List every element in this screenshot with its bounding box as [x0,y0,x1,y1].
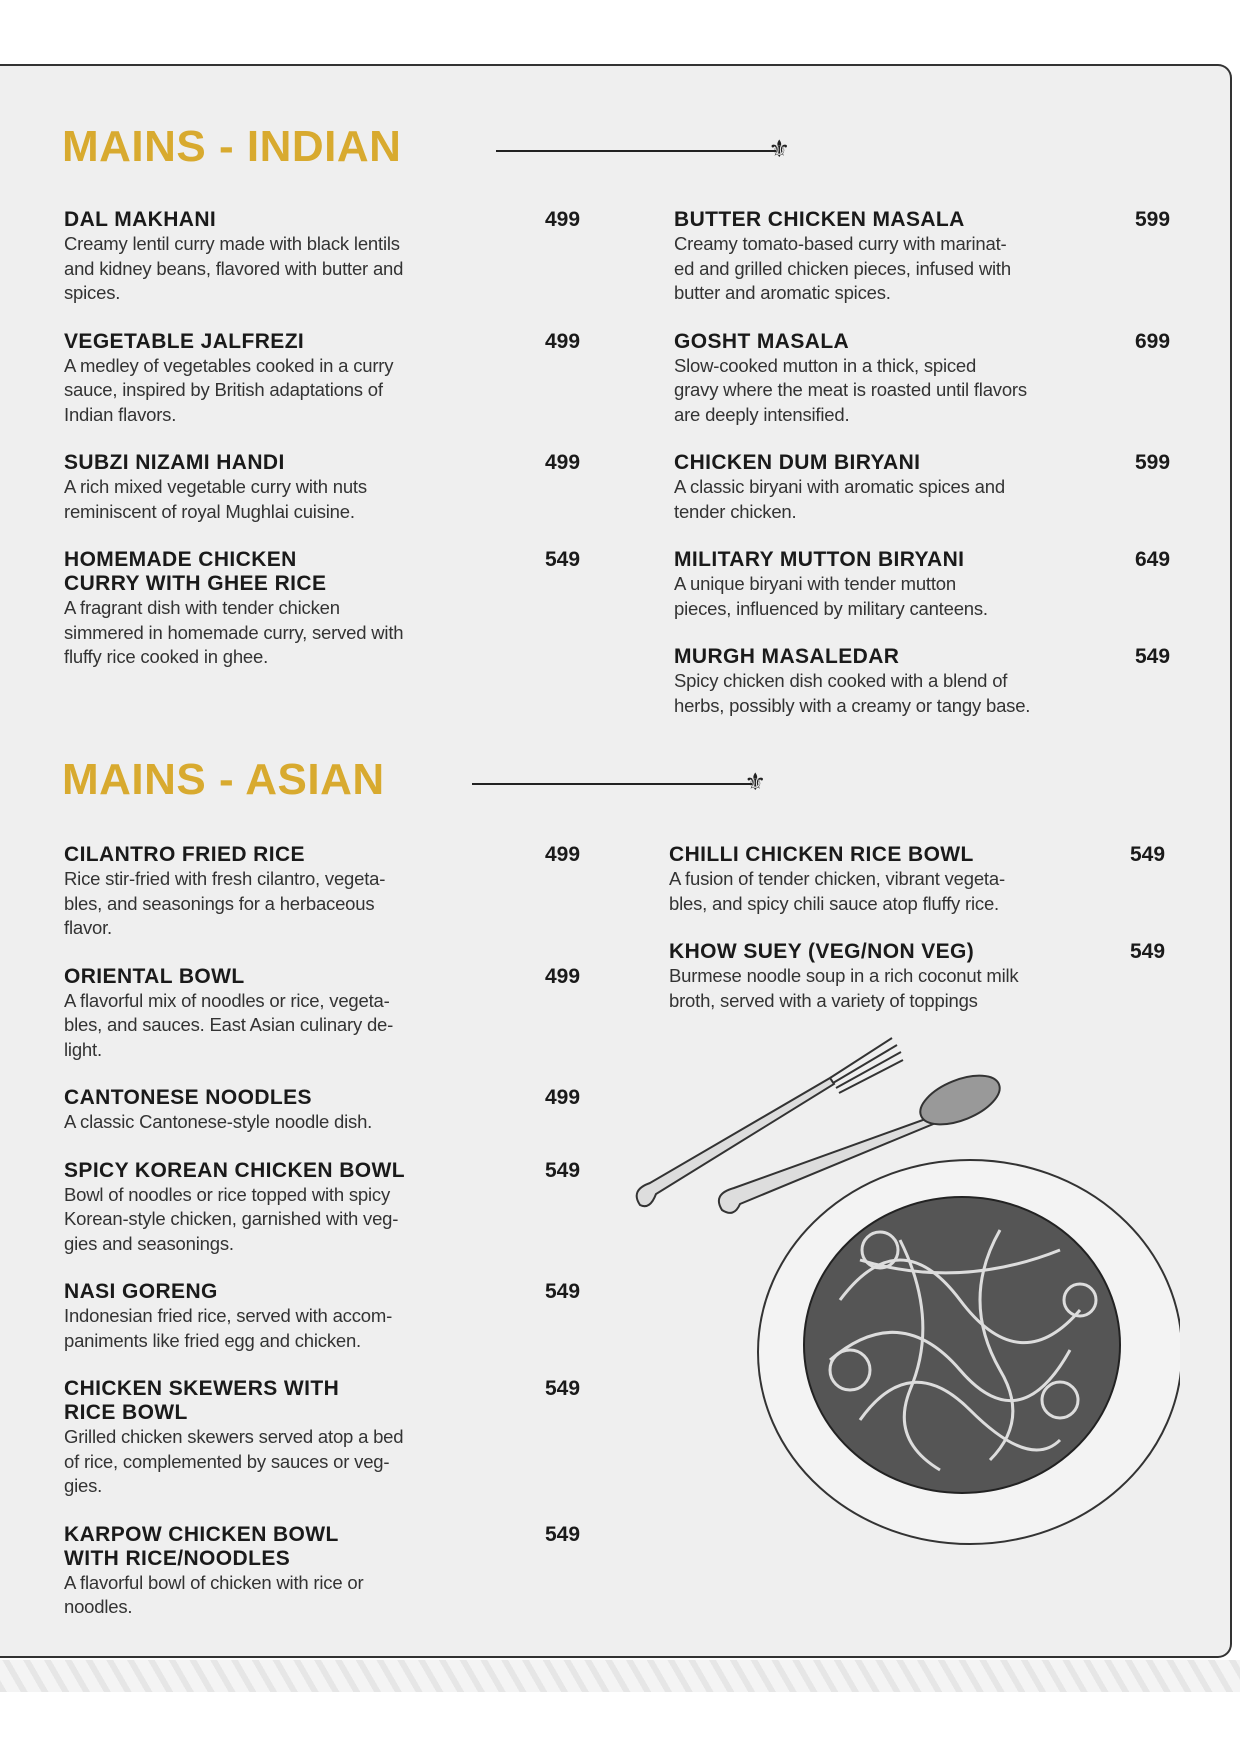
item-name-line: SUBZI NIZAMI HANDI [64,451,285,474]
description-line: A unique biryani with tender mutton [674,573,956,594]
item-name [64,1086,405,1110]
item-name-line: CHICKEN DUM BIRYANI [674,451,921,474]
item-description [64,475,403,524]
item-name-line: CURRY WITH GHEE RICE [64,572,327,595]
item-description [64,989,405,1063]
item-description [64,1183,405,1257]
description-line: Rice stir-fried with fresh cilantro, vegeta- [64,868,386,889]
fleur-icon: ⚜ [744,769,766,796]
menu-item [64,329,581,428]
item-description [669,867,1018,916]
menu-item [64,1522,581,1620]
item-name-line: MURGH MASALEDAR [674,645,900,668]
description-line: bles, and spicy chili sauce atop fluffy rice. [669,892,999,914]
item-description [64,1425,405,1499]
description-line: flavor. [64,917,112,938]
menu-item [64,208,581,306]
item-name [674,208,1030,232]
item-name-line: DAL MAKHANI [64,208,217,231]
description-line: and kidney beans, flavored with butter and [64,257,404,279]
description-line: simmered in homemade curry, served with [64,621,404,643]
item-description [674,354,1030,428]
item-name-line: SPICY KOREAN CHICKEN BOWL [64,1158,405,1182]
menu-item [674,451,1171,524]
description-line: Grilled chicken skewers served atop a bed [64,1426,404,1447]
item-name [669,940,1018,964]
menu-item [669,843,1166,916]
item-price: 549 [545,548,581,571]
item-name-line: ORIENTAL BOWL [64,964,245,988]
item-price: 499 [545,451,581,474]
description-line: Creamy tomato-based curry with marinat- [674,233,1007,254]
menu-item [64,451,581,524]
section-heading-asian: MAINS - ASIAN [62,755,385,804]
ornament-divider [472,769,766,796]
item-name-line: HOMEMADE CHICKEN [64,548,297,571]
menu-item [669,940,1166,1013]
menu-item [674,548,1171,621]
item-name-line: MILITARY MUTTON BIRYANI [674,548,965,571]
menu-item [64,1086,581,1135]
description-line: noodles. [64,1596,133,1617]
description-line: sauce, inspired by British adaptations of [64,379,383,400]
item-price: 549 [545,1280,581,1303]
item-name-line: KARPOW CHICKEN BOWL [64,1522,339,1546]
item-name [64,1280,405,1304]
description-line: bles, and sauces. East Asian culinary de- [64,1014,394,1035]
item-price: 599 [1135,208,1171,231]
description-line: light. [64,1038,102,1060]
description-line: A flavorful bowl of chicken with rice or [64,1571,364,1593]
item-name-line: CHICKEN SKEWERS WITH [64,1377,340,1400]
item-description [64,867,405,941]
item-price: 499 [545,843,581,866]
item-price: 549 [1135,645,1171,668]
item-price: 549 [545,1522,581,1546]
menu-item [64,548,581,670]
item-name [674,645,1030,669]
fleur-icon: ⚜ [768,136,790,163]
description-line: Spicy chicken dish cooked with a blend of [674,670,1008,691]
menu-item [674,645,1171,718]
description-line: A flavorful mix of noodles or rice, vegeta- [64,989,390,1011]
description-line: pieces, influenced by military canteens. [674,597,988,619]
item-description [64,354,403,428]
description-line: tender chicken. [674,500,797,522]
item-name-line: RICE BOWL [64,1401,188,1424]
description-line: gravy where the meat is roasted until flavors [674,379,1027,400]
asian-right-column [669,843,1166,1037]
description-line: Burmese noodle soup in a rich coconut milk [669,965,1019,986]
section-heading-indian: MAINS - INDIAN [62,122,402,171]
item-name [64,548,403,596]
plate-icon [758,1160,1180,1544]
indian-right-column [674,208,1171,742]
item-name-line: WITH RICE/NOODLES [64,1546,291,1570]
item-description [64,232,403,306]
description-line: are deeply intensified. [674,403,850,425]
description-line: Indian flavors. [64,403,177,425]
item-price: 499 [545,1086,581,1109]
ornament-divider [496,136,790,163]
item-name [669,843,1018,867]
description-line: A fragrant dish with tender chicken [64,597,340,618]
description-line: Slow-cooked mutton in a thick, spiced [674,354,977,376]
description-line: A classic biryani with aromatic spices and [674,476,1005,497]
item-description [674,232,1030,306]
description-line: of rice, complemented by sauces or veg- [64,1450,390,1472]
description-line: Indonesian fried rice, served with accom- [64,1305,393,1326]
item-price: 599 [1135,451,1171,474]
item-description [674,572,1030,621]
description-line: Bowl of noodles or rice topped with spicy [64,1183,391,1205]
item-name [64,1377,405,1425]
menu-item [674,208,1171,306]
description-line: ed and grilled chicken pieces, infused with [674,257,1011,279]
description-line: Creamy lentil curry made with black lentils [64,233,400,254]
description-line: Korean-style chicken, garnished with veg- [64,1208,399,1229]
item-description [674,475,1030,524]
description-line: paniments like fried egg and chicken. [64,1329,362,1351]
item-price: 499 [545,329,581,353]
item-price: 499 [545,208,581,231]
item-name [674,330,1030,354]
description-line: gies. [64,1475,103,1496]
item-price: 699 [1135,329,1171,353]
description-line: herbs, possibly with a creamy or tangy base. [674,694,1031,716]
item-name-line: CHILLI CHICKEN RICE BOWL [669,843,974,866]
menu-item [64,1377,581,1499]
indian-left-column [64,208,581,694]
item-price: 549 [1130,940,1166,963]
item-name-line: VEGETABLE JALFREZI [64,329,305,353]
item-name [64,208,403,232]
description-line: butter and aromatic spices. [674,282,891,303]
item-name-line: KHOW SUEY (VEG/NON VEG) [669,940,975,963]
item-price: 549 [545,1377,581,1400]
item-description [64,596,403,670]
menu-item [64,843,581,941]
description-line: broth, served with a variety of toppings [669,989,978,1011]
menu-item [64,1280,581,1353]
menu-item [64,1158,581,1257]
item-price: 549 [1130,843,1166,866]
asian-left-column [64,843,581,1644]
decorative-pattern-strip [0,1660,1240,1692]
description-line: gies and seasonings. [64,1232,234,1254]
description-line: reminiscent of royal Mughlai cuisine. [64,500,355,522]
item-price: 549 [545,1158,581,1182]
noodle-plate-illustration [620,1030,1180,1590]
item-name-line: CILANTRO FRIED RICE [64,843,305,866]
item-name [64,843,405,867]
item-name-line: NASI GORENG [64,1280,218,1303]
description-line: bles, and seasonings for a herbaceous [64,892,375,914]
description-line: fluffy rice cooked in ghee. [64,646,269,667]
description-line: A fusion of tender chicken, vibrant vegeta- [669,868,1005,889]
menu-item [64,964,581,1063]
item-name-line: CANTONESE NOODLES [64,1086,312,1109]
item-name [64,1159,405,1183]
item-price: 649 [1135,548,1171,571]
item-description [64,1571,405,1620]
description-line: A rich mixed vegetable curry with nuts [64,476,367,497]
item-name-line: GOSHT MASALA [674,329,850,353]
menu-item [674,329,1171,428]
item-description [674,669,1030,718]
description-line: A classic Cantonese-style noodle dish. [64,1111,373,1132]
item-name [64,451,403,475]
item-name [64,1523,405,1571]
item-description [64,1304,405,1353]
item-description [64,1110,405,1135]
description-line: A medley of vegetables cooked in a curry [64,354,394,376]
item-description [669,964,1018,1013]
description-line: spices. [64,282,121,303]
item-name [674,451,1030,475]
item-price: 499 [545,964,581,988]
item-name [674,548,1030,572]
item-name [64,330,403,354]
item-name-line: BUTTER CHICKEN MASALA [674,208,965,231]
item-name [64,965,405,989]
